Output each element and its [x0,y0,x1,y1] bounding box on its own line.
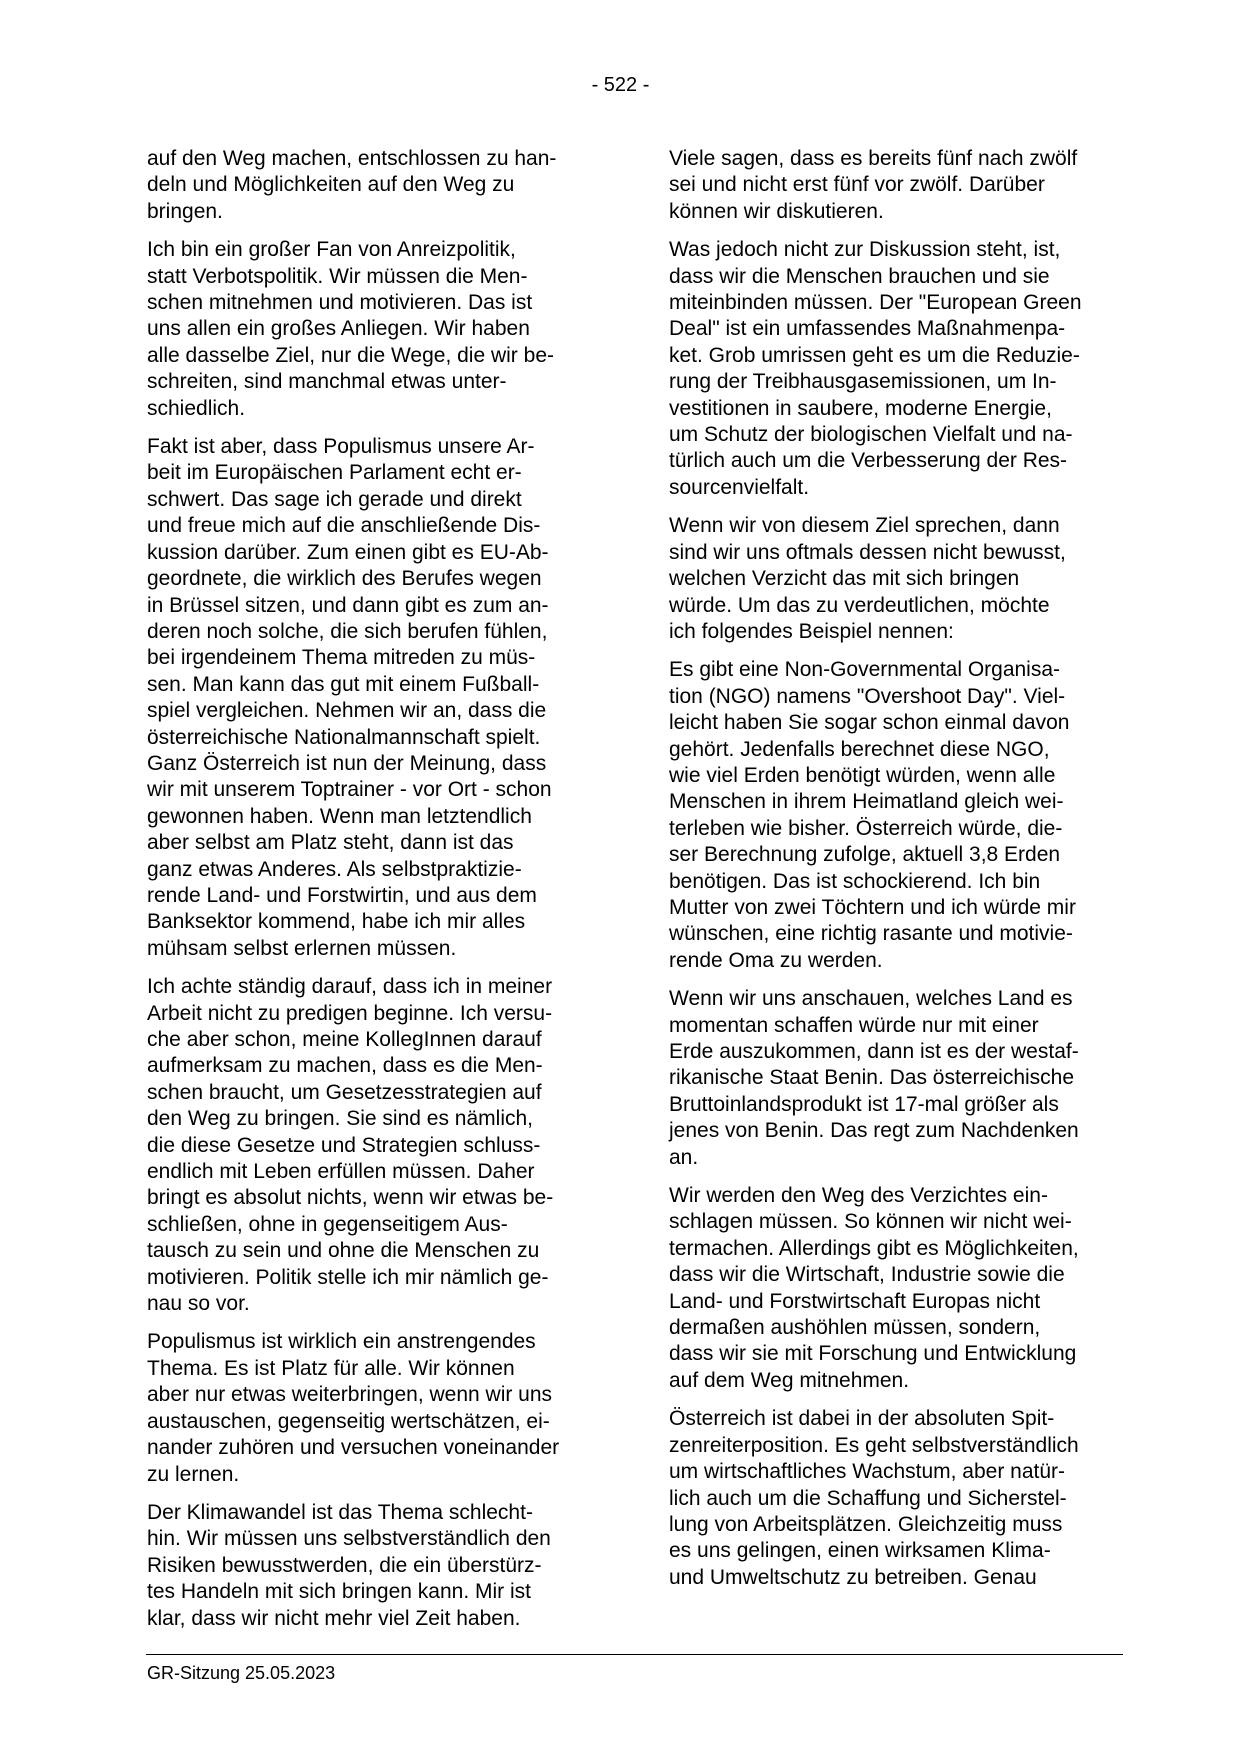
page-number: - 522 - [591,74,650,96]
paragraph: Fakt ist aber, dass Populismus unsere Ar- beit im Europäischen Parlament echt er- schwert. Das sage ich gerade und direkt und freue mich auf die anschließende Dis- kussion darüber. Zum einen gibt es EU-Ab- geordnete, die wirklich des Berufes wegen in Brüssel sitzen, und dann gibt es zum an- deren noch solche, die sich berufen fühlen, bei irgendeinem Thema mitreden zu müs- sen. Man kann das gut mit einem Fußball- spiel vergleichen. Nehmen wir an, dass die österreichische Nationalmannschaft spielt. Ganz Österreich ist nun der Meinung, dass wir mit unserem Toptrainer - vor Ort - schon gewonnen haben. Wenn man letztendlich aber selbst am Platz steht, dann ist das ganz etwas Anderes. Als selbstpraktizie- rende Land- und Forstwirtin, und aus dem Banksektor kommend, habe ich mir alles mühsam selbst erlernen müssen. [147,435,552,960]
paragraph: Ich bin ein großer Fan von Anreizpolitik, statt Verbotspolitik. Wir müssen die Men- schen mitnehmen und motivieren. Das ist uns allen ein großes Anliegen. Wir haben alle dasselbe Ziel, nur die Wege, die wir be- schreiten, sind manchmal etwas unter- schiedlich. [147,238,554,420]
paragraph: Viele sagen, dass es bereits fünf nach zwölf sei und nicht erst fünf vor zwölf. Darüber können wir diskutieren. [669,147,1078,223]
paragraph: Wenn wir uns anschauen, welches Land es momentan schaffen würde nur mit einer Erde auszukommen, dann ist es der westaf- rikanische Staat Benin. Das österreichische Bruttoinlandsprodukt ist 17-mal größer als jenes von Benin. Das regt zum Nachdenken an. [669,987,1079,1169]
paragraph: Wir werden den Weg des Verzichtes ein- schlagen müssen. So können wir nicht wei- termachen. Allerdings gibt es Möglichkeiten, dass wir die Wirtschaft, Industrie sowie die Land- und Forstwirtschaft Europas nicht dermaßen aushöhlen müssen, sondern, dass wir sie mit Forschung und Entwicklung auf dem Weg mitnehmen. [669,1184,1079,1392]
paragraph: Wenn wir von diesem Ziel sprechen, dann sind wir uns oftmals dessen nicht bewusst, welchen Verzicht das mit sich bringen würde. Um das zu verdeutlichen, möchte ich folgendes Beispiel nennen: [669,514,1066,643]
paragraph: Ich achte ständig darauf, dass ich in meiner Arbeit nicht zu predigen beginne. Ich versu- che aber schon, meine KollegInnen darauf aufmerksam zu machen, dass es die Men- schen braucht, um Gesetzesstrategien auf den Weg zu bringen. Sie sind es nämlich, die diese Gesetze und Strategien schluss- endlich mit Leben erfüllen müssen. Daher bringt es absolut nichts, wenn wir etwas be- schließen, ohne in gegenseitigem Aus- tausch zu sein und ohne die Menschen zu motivieren. Politik stelle ich mir nämlich ge- nau so vor. [147,975,554,1316]
footer-divider [146,1654,1123,1655]
paragraph: Was jedoch nicht zur Diskussion steht, ist, dass wir die Menschen brauchen und sie miteinbinden müssen. Der "European Green Deal" ist ein umfassendes Maßnahmenpa- ket. Grob umrissen geht es um die Reduzie- rung der Treibhausgasemissionen, um In- vestitionen in saubere, moderne Energie, um Schutz der biologischen Vielfalt und na- türlich auch um die Verbesserung der Res- sourcenvielfalt. [669,238,1082,499]
right-text-column [669,146,1125,1603]
paragraph: Es gibt eine Non-Governmental Organisa- tion (NGO) namens "Overshoot Day". Viel- leicht haben Sie sogar schon einmal davon gehört. Jedenfalls berechnet diese NGO, wie viel Erden benötigt würden, wenn alle Menschen in ihrem Heimatland gleich wei- terleben wie bisher. Österreich würde, die- ser Berechnung zufolge, aktuell 3,8 Erden benötigen. Das ist schockierend. Ich bin Mutter von zwei Töchtern und ich würde mir wünschen, eine richtig rasante und motivie- rende Oma zu werden. [669,658,1076,972]
paragraph: Der Klimawandel ist das Thema schlecht- hin. Wir müssen uns selbstverständlich den Risiken bewusstwerden, die ein überstürz- tes Handeln mit sich bringen kann. Mir ist klar, dass wir nicht mehr viel Zeit haben. [147,1500,551,1630]
paragraph: Österreich ist dabei in der absoluten Spit- zenreiterposition. Es geht selbstverständlich um wirtschaftliches Wachstum, aber natür- lich auch um die Schaffung und Sicherstel- lung von Arbeitsplätzen. Gleichzeitig muss es uns gelingen, einen wirksamen Klima- und Umweltschutz zu betreiben. Genau [669,1407,1079,1589]
footer-session-date: GR-Sitzung 25.05.2023 [147,1663,336,1683]
paragraph: Populismus ist wirklich ein anstrengendes Thema. Es ist Platz für alle. Wir können aber nur etwas weiterbringen, wenn wir uns austauschen, gegenseitig wertschätzen, ei- nander zuhören und versuchen voneinander zu lernen. [147,1330,560,1486]
left-text-column [147,146,603,1644]
paragraph: auf den Weg machen, entschlossen zu han- deln und Möglichkeiten auf den Weg zu bringen. [147,147,557,223]
